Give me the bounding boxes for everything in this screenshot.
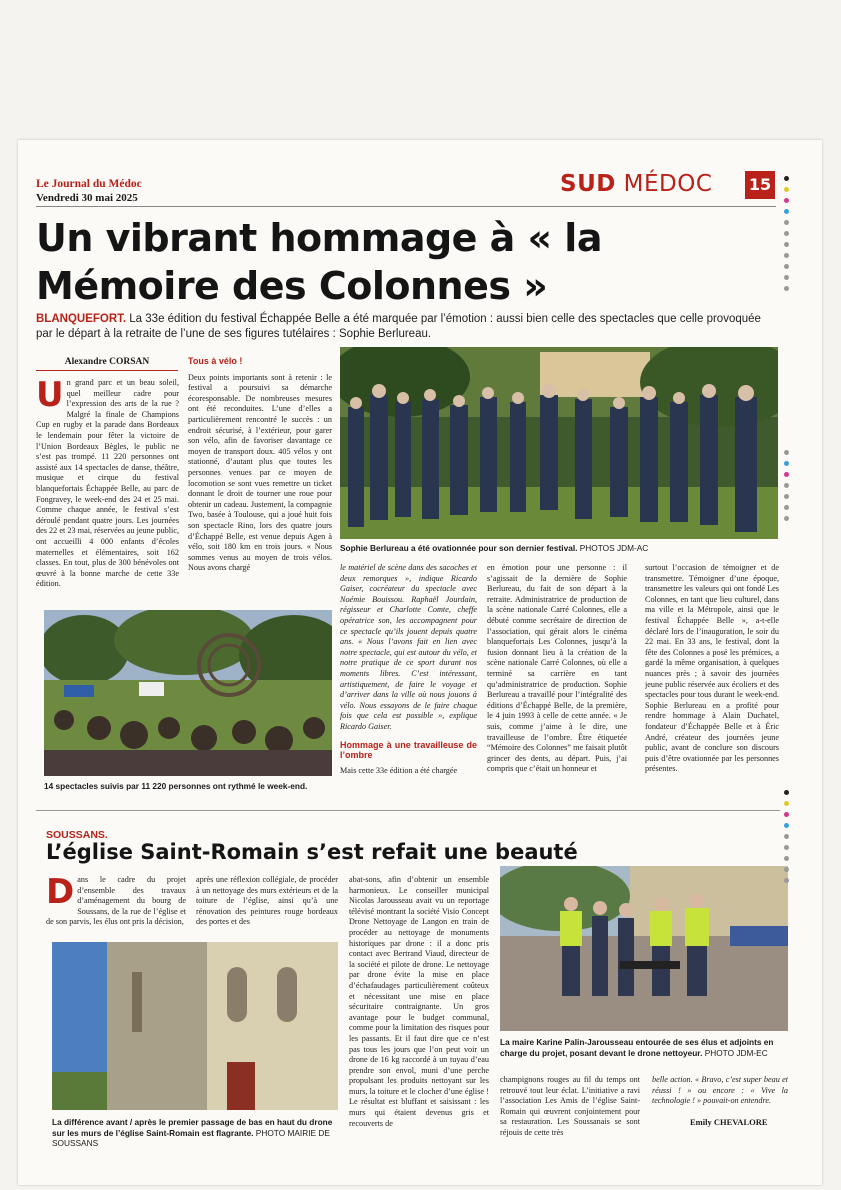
group-photo-image [340, 347, 778, 539]
article1-photo-group [340, 347, 778, 539]
caption-1-credit: PHOTOS JDM-AC [577, 543, 649, 553]
article2-location: SOUSSANS. [46, 829, 108, 841]
article2-caption-1-text: La différence avant / après le premier passage de bas en haut du drone sur les murs de l’église Saint-Romain est flagrante. [52, 1117, 333, 1138]
issue-date: Vendredi 30 mai 2025 [36, 192, 138, 204]
registration-marks-middle [783, 450, 791, 527]
article2-column-3: abat-sons, afin d’obtenir un ensemble harmonieux. Le conseiller municipal Nicolas Jarousseau avait vu un reportage télévisé montrant la société Visio Concept Drone Nettoyage de Langon en train de procéder au nettoyage de monuments historiques par drone : il a donc pris contact avec Bertrand Viaud, directeur de la société et pilote de drone. Le nettoyage par drone évite la mise en place d’échafaudages particulièrement coûteux et nécessitant une mise en place sécuritaire contraignante. Un gros avantage pour le budget communal, comme pour la limitation des risques pour les passants. Et il faut dire que ce n’est pas tous les jours que l’on peut voir un drone de 16 kg raccordé à un tuyau d’eau prendre son envol, muni d’une perche propulsant les produits nettoyant sur les murs, la toiture et le clocher d’une église ! Le résultat est bluffant et saisissant : les murs qui étaient devenus gris et recouverts de [349, 875, 489, 1128]
article1-caption-1 [340, 543, 780, 554]
registration-marks-bottom [783, 790, 791, 889]
article2-headline: L’église Saint-Romain s’est refait une beauté [46, 840, 578, 864]
article2-drop-cap: D [46, 875, 75, 912]
festival-photo-image [44, 610, 332, 776]
article1-photo-festival [44, 610, 332, 776]
article1-subhead-bikes: Tous à vélo ! [188, 356, 243, 366]
masthead-rule [36, 206, 776, 207]
article2-caption-1 [52, 1117, 342, 1149]
article1-headline: Un vibrant hommage à « la Mémoire des Colonnes » [36, 216, 602, 308]
article2-signature: Emily CHEVALORE [690, 1117, 768, 1127]
article1-column-4: en émotion pour une personne : il s’agissait de la dernière de Sophie Berlureau, du fait de son départ à la retraite. Administratrice de production de la scène nationale Carré Colonnes, elle a débuté comme secrétaire de direction de l’association, qui gérait alors le cinéma blanquefortais Les Colonnes, jusqu’à la fusion donnant lieu à la création de la scène nationale Carré Colonnes, où elle a terminé sa carrière en tant qu’administratrice de production. Sophie Berlureau a travaillé pour l’intégralité des éditions d’Échappé Belle, de la première, le 4 juin 1993 à celle de cette année. « Je suis, comme j’aime à le dire, une travailleuse de l’ombre. Être étiquetée “Mémoire des Colonnes” me faisait plutôt grincer des dents, au départ. Puis, j’ai compris que c’était un honneur et [487, 563, 627, 774]
article1-col2-text: Deux points importants sont à retenir : le festival a poursuivi sa démarche écoresponsable. De nombreuses mesures ont été reconduites. L’une d’elles a particulièrement rencontré le succès : un endroit sécurisé, à l’extérieur, pour garer son vélo, afin de favoriser davantage ce moyen de transport doux. 405 vélos y ont stationné, d’autant plus que toutes les personnes venues par ce moyen de locomotion se sont vues remettre un ticket donnant le droit de tourner une roue pour obtenir un cadeau. Justement, la compagnie Two, basée à Toulouse, qui a joué huit fois son spectacle Rino, lors des quatre jours d’Échappé Belle, est venue depuis Agen à vélo, soit 180 km en trois jours. « Nous sommes venus au moyen de trois vélos. Nous avons chargé [188, 372, 332, 573]
article1-caption-2: 14 spectacles suivis par 11 220 personnes ont rythmé le week-end. [44, 781, 308, 791]
article1-col3-end: Mais cette 33e édition a été chargée [340, 765, 458, 775]
article2-col5-text: belle action. « Bravo, c’est super beau et réussi ! » ou encore : « Vive la technologie ! » pouvait-on entendre. [652, 1075, 788, 1106]
article2-caption-1-credit: PHOTO MAIRIE DE SOUSSANS [52, 1127, 330, 1148]
article1-lead-text: La 33e édition du festival Échappée Belle a été marquée par l’émotion : aussi bien celle des spectacles que celle provoquée par le départ à la retraite de l’une de ses figures tutélaires : Sophie Berlureau. [36, 313, 761, 340]
caption-1-text: Sophie Berlureau a été ovationnée pour son dernier festival. [340, 543, 578, 553]
page-number: 15 [745, 171, 775, 199]
article1-column-3 [340, 563, 477, 795]
newspaper-name: Le Journal du Médoc [36, 178, 142, 190]
article1-byline: Alexandre CORSAN [36, 357, 178, 371]
section-title [560, 171, 712, 197]
article2-photo-officials [500, 866, 788, 1031]
article1-location: BLANQUEFORT. [36, 313, 127, 325]
article1-drop-cap: U [36, 378, 64, 415]
article2-column-5 [652, 1075, 788, 1115]
section-title-bold: SUD [560, 171, 616, 197]
registration-marks-top [783, 176, 791, 297]
article2-caption-2 [500, 1037, 790, 1058]
officials-photo-image [500, 866, 788, 1031]
article1-lead [36, 312, 776, 342]
article2-col1-text: ans le cadre du projet d’ensemble des travaux d’aménagement du bourg de Soussans, de la rue de l’église et de son parvis, les élus ont pris la décision, [46, 875, 186, 927]
article2-column-4: champignons rouges au fil du temps ont retrouvé tout leur éclat. L’initiative a ravi l’association Les Amis de l’église Saint-Romain qui œuvrent conjointement pour sa restauration. Les Soussanais se sont réjouis de cette très [500, 1075, 640, 1137]
article-separator [36, 810, 780, 811]
article1-column-5: surtout l’occasion de témoigner et de transmettre. Témoigner d’une époque, transmettre les valeurs qui ont fondé Les Colonnes, en tant que lieu culturel, dans ma ville et la Métropole, ainsi que le festival Échappée Belle », a-t-elle déclaré lors de l’inauguration, le soir du 22 mai. En 33 ans, le festival, dont la fête des Colonnes a posé les prémices, a gardé la même organisation, à quelques nuances près ; à savoir des journées jeune public réservée aux écoliers et des spectacles pour tous durant le week-end. Sophie Berlureau en a profité pour rendre hommage à Alain Duchatel, fondateur d’Échappée Belle et à Éric André, créateur des journées jeune public, avant de conclure son discours puis d’être ovationnée par les personnes présentes. [645, 563, 779, 774]
article1-col3-text: le matériel de scène dans des sacoches et deux remorques », indique Ricardo Gaiser, cocréateur du spectacle avec Noémie Bouissou. Raphaël Jourdain, régisseur et Charlotte Comte, cheffe opératrice son, les accompagnent pour ce spectacle qu’ils jouent depuis quatre ans. « Nous l’avons fait en lien avec notre spectacle, qui est autour du vélo, et notre pratique de ce sport durant nos moments libres. C’est intéressant, artistiquement, de faire le voyage et d’arriver dans la ville où nous jouons à vélo. Nous essayons de le faire chaque fois que cela est possible », explique Ricardo Gaiser. [340, 563, 477, 731]
article2-column-1 [46, 875, 186, 937]
article2-caption-2-credit: PHOTO JDM-EC [702, 1047, 768, 1058]
article2-photo-church [52, 942, 338, 1110]
section-title-light: MÉDOC [615, 171, 713, 197]
article2-column-2: après une réflexion collégiale, de procéder à un nettoyage des murs extérieurs et de la toiture de l’église, ainsi qu’à une rénovation des peintures rouge bordeaux des portes et des [196, 875, 338, 927]
article1-col1-text: n grand parc et un beau soleil, quel meilleur cadre pour l’expression des arts de la rue ? Malgré la finale de Champions Cup en rugby et la parade dans Bordeaux le lendemain pour fêter la victoire de l’Union Bordeaux Bègles, le public ne s’est pas trompé. 11 220 personnes ont assisté aux 14 spectacles de danse, théâtre, musique et cirque du festival blanquefortais Échappée Belle, au parc de Fongravey, le week-end des 24 et 25 mai. Comme chaque année, le festival s’est déroulé pendant quatre jours. Les journées des 22 et 23 mai, réservées au jeune public, ont accueilli 4 000 enfants d’écoles maternelles et élémentaires, soit 162 classes. En tout, plus de 300 bénévoles ont œuvré à la bonne marche de cette 33e édition. [36, 378, 179, 589]
church-photo-image [52, 942, 338, 1110]
article1-column-1 [36, 378, 179, 596]
article1-subhead-tribute: Hommage à une travailleuse de l’ombre [340, 739, 477, 761]
article1-column-2 [188, 356, 332, 596]
article2-caption-2-text: La maire Karine Palin-Jarousseau entourée de ses élus et adjoints en charge du projet, posant devant le drone nettoyeur. [500, 1037, 774, 1058]
